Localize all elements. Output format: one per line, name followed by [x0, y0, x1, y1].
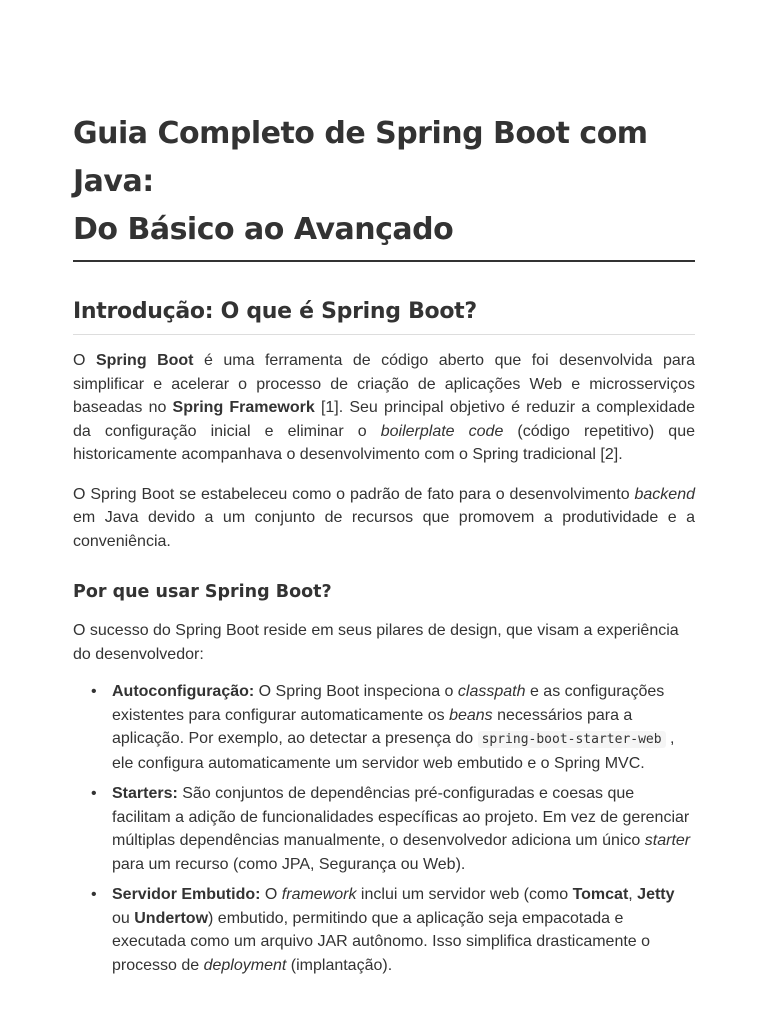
title-line-2: Do Básico ao Avançado [73, 212, 454, 247]
text-run: O [73, 352, 96, 369]
italic-term: beans [449, 706, 493, 724]
bullet-marker: • [91, 886, 97, 903]
list-item-starters [91, 782, 695, 876]
text-run: necessários para a aplicação. Por exemplo, ao detectar a presença do [112, 706, 633, 747]
section-heading-why: Por que usar Spring Boot? [73, 582, 332, 602]
bold-term: Spring Boot [95, 352, 194, 369]
text-run: inclui um servidor web (como [356, 886, 573, 903]
bold-term: Spring Framework [172, 399, 315, 416]
bold-term: Undertow [134, 909, 209, 927]
text-run: ) embutido, permitindo que a aplicação seja empacotada e executada como um arquivo JAR autônomo. Isso simplifica drasticamente o processo de [112, 909, 651, 974]
inline-code: spring-boot-starter-web [478, 731, 666, 748]
text-run: , ele configura automaticamente um servidor web embutido e o Spring MVC. [112, 730, 675, 772]
text-run: é uma ferramenta de código aberto que foi desenvolvida para simplificar e acelerar o processo de criação de aplicações Web e microsserviços baseadas no [73, 352, 696, 416]
bullet-marker: • [91, 683, 97, 700]
list-item-label: Starters: [112, 785, 178, 802]
bold-term: Tomcat [572, 886, 629, 903]
italic-term: backend [634, 485, 695, 503]
title-divider [73, 260, 695, 262]
italic-term: framework [281, 886, 357, 903]
text-run: [1]. Seu principal objetivo é reduzir a complexidade da configuração inicial e eliminar o [73, 399, 696, 440]
text-run: ou [112, 909, 135, 927]
title-line-1: Guia Completo de Spring Boot com Java: [73, 116, 648, 199]
text-run: O Spring Boot inspeciona o [254, 683, 458, 700]
section-divider [73, 334, 695, 335]
text-run: , [628, 886, 638, 903]
why-paragraph: O sucesso do Spring Boot reside em seus pilares de design, que visam a experiência do desenvolvedor: [73, 622, 679, 663]
italic-term: deployment [203, 956, 287, 974]
text-run: O Spring Boot se estabeleceu como o padrão de fato para o desenvolvimento [73, 485, 635, 503]
intro-paragraph-2 [73, 483, 695, 554]
text-run: para um recurso (como JPA, Segurança ou Web). [112, 855, 466, 873]
document-title [73, 110, 695, 254]
text-run: em Java devido a um conjunto de recursos que promovem a produtividade e a conveniência. [73, 509, 695, 550]
bold-term: Jetty [637, 886, 675, 903]
list-item-autoconfiguration [91, 680, 695, 775]
feature-list [73, 680, 695, 977]
intro-paragraph-1 [73, 349, 695, 467]
italic-term: classpath [457, 683, 526, 700]
text-run: (código repetitivo) que historicamente acompanhava o desenvolvimento com o Spring tradicional [2]. [73, 422, 696, 463]
italic-term: boilerplate code [380, 422, 504, 440]
section-heading-intro: Introdução: O que é Spring Boot? [73, 299, 477, 324]
italic-term: starter [644, 832, 691, 849]
text-run: O [260, 886, 282, 903]
text-run: (implantação). [286, 956, 393, 974]
list-item-embedded-server [91, 883, 695, 977]
list-item-label: Servidor Embutido: [112, 886, 261, 903]
bullet-marker: • [91, 785, 97, 802]
text-run: São conjuntos de dependências pré-configuradas e coesas que facilitam a adição de funcionalidades específicas ao projeto. Em vez de gerenciar múltiplas dependências manualmente, o desenvolvedor adiciona um único [112, 785, 690, 849]
text-run: e as configurações existentes para configurar automaticamente os [112, 683, 665, 724]
document-page [73, 110, 695, 984]
list-item-label: Autoconfiguração: [112, 683, 255, 700]
